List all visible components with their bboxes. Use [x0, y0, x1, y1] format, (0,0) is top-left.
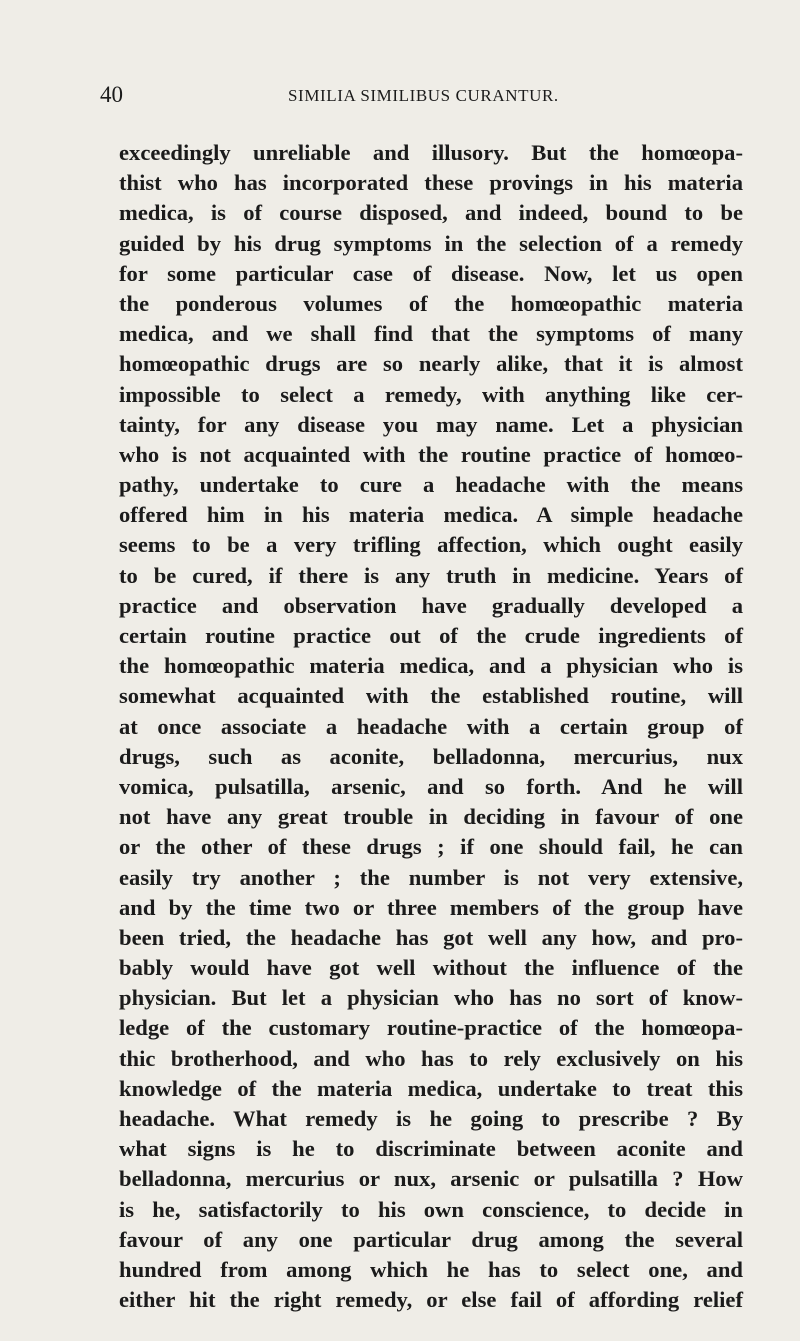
text-line: belladonna, mercurius or nux, arsenic or pulsatilla ? How [119, 1166, 743, 1192]
text-line: pathy, undertake to cure a headache with the means [119, 472, 743, 498]
text-line: is he, satisfactorily to his own conscience, to decide in [119, 1196, 743, 1222]
text-line: vomica, pulsatilla, arsenic, and so forth. And he will [119, 773, 743, 799]
text-line: the ponderous volumes of the homœopathic materia [119, 290, 743, 316]
text-line: at once associate a headache with a certain group of [119, 713, 743, 739]
text-line: not have any great trouble in deciding in favour of one [119, 804, 743, 830]
text-line: medica, is of course disposed, and indeed, bound to be [119, 200, 743, 226]
text-line: certain routine practice out of the crude ingredients of [119, 623, 743, 648]
text-line: impossible to select a remedy, with anything like cer- [119, 381, 743, 407]
text-line: bably would have got well without the influence of the [119, 955, 743, 981]
text-line: somewhat acquainted with the established routine, will [119, 683, 743, 709]
text-line: been tried, the headache has got well any how, and pro- [119, 924, 743, 950]
text-line: knowledge of the materia medica, undertake to treat this [119, 1075, 743, 1101]
text-line: who is not acquainted with the routine practice of homœo- [119, 441, 743, 467]
running-head: SIMILIA SIMILIBUS CURANTUR. [288, 86, 559, 105]
text-line: ledge of the customary routine-practice of the homœopa- [119, 1015, 743, 1041]
text-line: tainty, for any disease you may name. Let a physician [119, 411, 743, 437]
text-line: to be cured, if there is any truth in medicine. Years of [119, 562, 743, 588]
text-line: favour of any one particular drug among the several [119, 1226, 743, 1252]
text-line: offered him in his materia medica. A simple headache [119, 502, 743, 528]
text-line: exceedingly unreliable and illusory. But the homœopa- [119, 140, 743, 165]
text-line: homœopathic drugs are so nearly alike, that it is almost [119, 351, 743, 377]
text-line: what signs is he to discriminate between aconite and [119, 1136, 743, 1162]
page-number: 40 [100, 82, 123, 107]
text-line: or the other of these drugs ; if one should fail, he can [119, 834, 743, 860]
text-line: practice and observation have gradually developed a [119, 592, 743, 618]
text-line: headache. What remedy is he going to prescribe ? By [119, 1106, 743, 1131]
text-line: for some particular case of disease. Now, let us open [119, 260, 743, 286]
text-line: seems to be a very trifling affection, which ought easily [119, 532, 743, 558]
text-line: thic brotherhood, and who has to rely exclusively on his [119, 1045, 743, 1071]
text-line: guided by his drug symptoms in the selection of a remedy [119, 230, 743, 256]
text-line: hundred from among which he has to select one, and [119, 1256, 743, 1282]
text-line: the homœopathic materia medica, and a physician who is [119, 653, 743, 679]
page-header [100, 82, 740, 112]
text-line: either hit the right remedy, or else fail of affording relief [119, 1287, 743, 1313]
text-line: and by the time two or three members of the group have [119, 894, 743, 920]
text-line: physician. But let a physician who has no sort of know- [119, 985, 743, 1011]
text-line: thist who has incorporated these provings in his materia [119, 170, 743, 196]
text-line: easily try another ; the number is not very extensive, [119, 864, 743, 890]
body-text [119, 138, 743, 1315]
text-line: drugs, such as aconite, belladonna, mercurius, nux [119, 743, 743, 769]
text-line: medica, and we shall find that the symptoms of many [119, 321, 743, 347]
